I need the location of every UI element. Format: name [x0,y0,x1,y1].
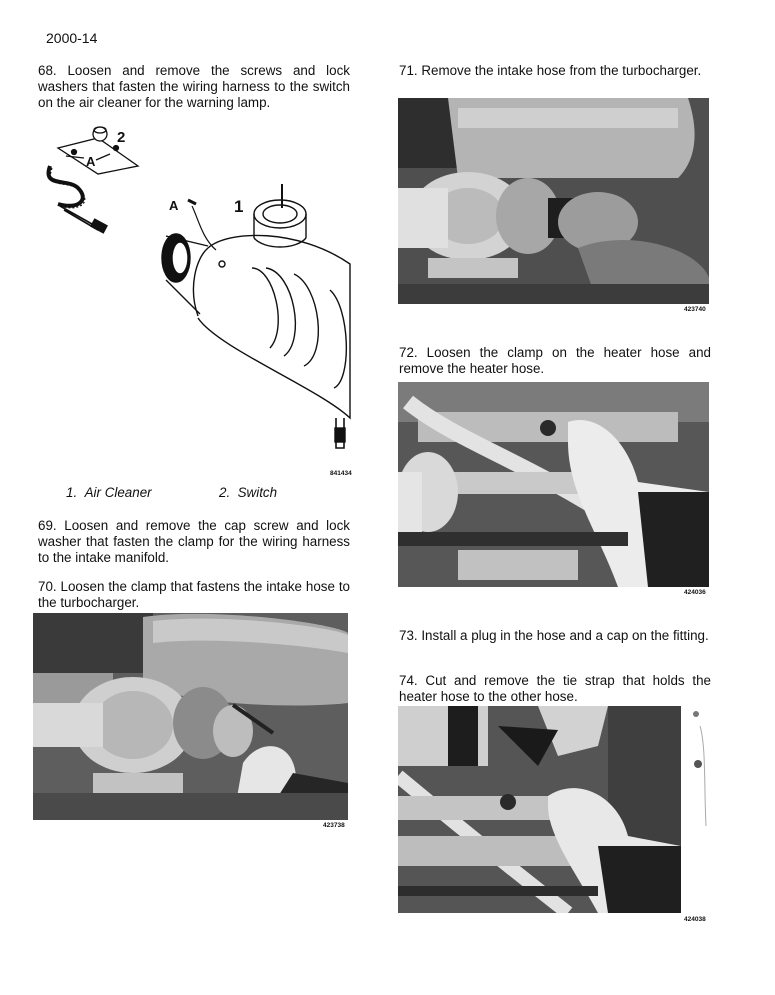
callout-1: 1 [234,197,244,216]
photo-tie-strap [398,706,681,913]
figure-number-423738: 423738 [323,822,345,829]
legend-label-air-cleaner: Air Cleaner [84,485,152,500]
step-69-text: 69. Loosen and remove the cap screw and lock washer that fasten the clamp for the wiring harness to the intake manifold. [38,518,350,565]
step-70-text: 70. Loosen the clamp that fastens the intake hose to the turbocharger. [38,579,350,610]
air-cleaner-illustration [162,184,350,448]
step-71-text: 71. Remove the intake hose from the turbocharger. [399,63,702,78]
legend-label-switch: Switch [237,485,278,500]
legend-num-2: 2. [219,485,231,500]
air-cleaner-diagram [38,118,360,480]
step-72-text: 72. Loosen the clamp on the heater hose and remove the heater hose. [399,345,711,376]
legend-num-1: 1. [66,485,78,500]
figure-number-841434: 841434 [330,470,352,477]
callout-a-inset: A [86,154,96,169]
step-68-text: 68. Loosen and remove the screws and lock washers that fasten the wiring harness to the switch on the air cleaner for the warning lamp. [38,63,350,110]
photo-heater-hose-clamp [398,382,709,587]
photo-intake-hose [398,98,709,304]
legend-item-1 [66,485,152,500]
callout-a: A [169,198,179,213]
figure-number-424038: 424038 [684,916,706,923]
photo-turbocharger-clamp [33,613,348,820]
figure-number-423740: 423740 [684,306,706,313]
photo-edge-border [690,706,712,913]
step-73-text: 73. Install a plug in the hose and a cap on the fitting. [399,628,709,643]
step-74-text: 74. Cut and remove the tie strap that holds the heater hose to the other hose. [399,673,711,704]
figure-number-424036: 424036 [684,589,706,596]
callout-2: 2 [117,129,126,146]
legend-item-2 [219,485,277,500]
page-number: 2000-14 [46,30,98,46]
